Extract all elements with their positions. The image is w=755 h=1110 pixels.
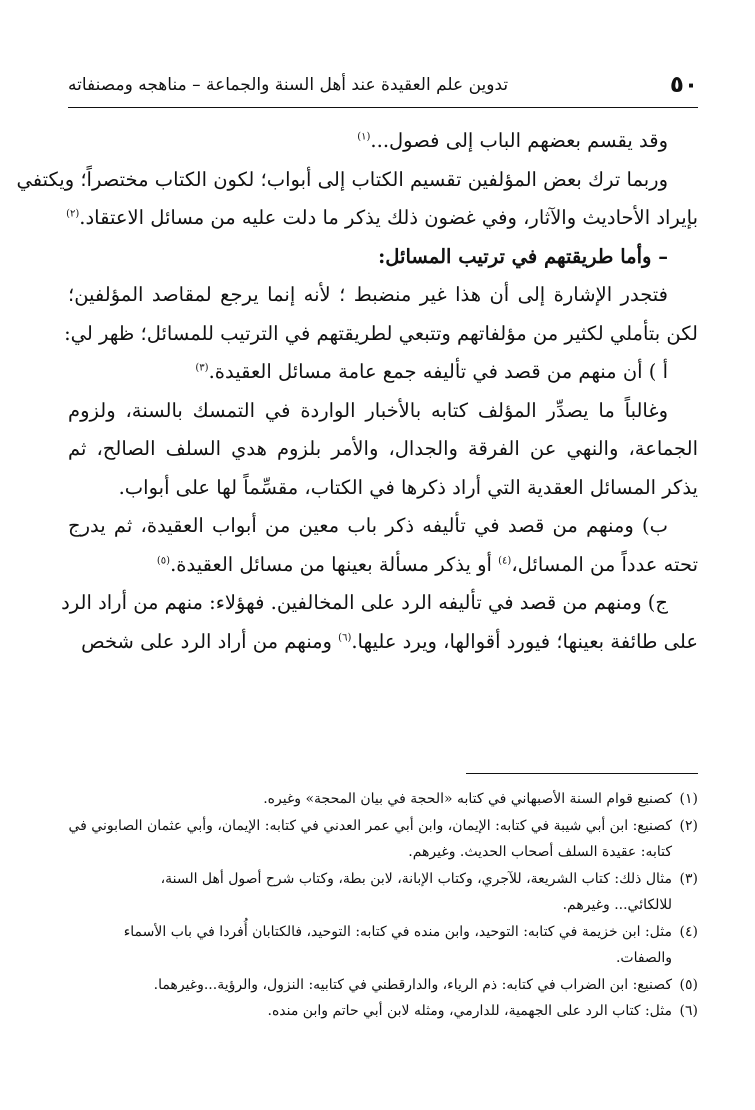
footnote: (٥)كصنيع: ابن الضراب في كتابه: ذم الرياء، والدارقطني في كتابيه: النزول، والرؤية...وغيرهما. — [68, 972, 698, 999]
footnote-continuation: للالكائي... وغيرهم. — [562, 897, 672, 913]
section-heading: – وأما طريقتهم في ترتيب المسائل: — [378, 244, 668, 268]
text-line: وغالباً ما يصدِّر المؤلف كتابه بالأخبار الواردة في التمسك بالسنة، ولزوم — [68, 398, 668, 422]
page-number: ٥٠ — [669, 72, 698, 98]
footnote: (١)كصنيع قوام السنة الأصبهاني في كتابه «الحجة في بيان المحجة» وغيره. — [68, 786, 698, 813]
footnote-number: (١) — [679, 791, 698, 807]
footnote-ref: (١) — [357, 131, 371, 143]
text-line: تحته عدداً من المسائل،$^{(٤)}$ أو يذكر مسألة بعينها من مسائل العقيدة.$^{(٥)}$ — [156, 552, 698, 576]
footnote: (٣)مثال ذلك: كتاب الشريعة، للآجري، وكتاب الإبانة، لابن بطة، وكتاب شرح أصول أهل السنة، — [68, 866, 698, 893]
footnote-separator — [466, 773, 698, 774]
text-line: على طائفة بعينها؛ فيورد أقوالها، ويرد عليها.$^{(٦)}$ ومنهم من أراد الرد على شخص — [81, 629, 698, 653]
text-line: وقد يقسم بعضهم الباب إلى فصول...$^{(١)}$ — [357, 129, 668, 152]
footnote-continuation: كتابه: عقيدة السلف أصحاب الحديث. وغيرهم. — [408, 844, 672, 860]
footnote: (٦)مثل: كتاب الرد على الجهمية، للدارمي، ومثله لابن أبي حاتم وابن منده. — [68, 998, 698, 1025]
footnote-ref: (٢) — [66, 208, 80, 220]
footnote-ref: (٤) — [498, 555, 512, 566]
text-line: فتجدر الإشارة إلى أن هذا غير منضبط ؛ لأنه إنما يرجع لمقاصد المؤلفين؛ — [68, 283, 668, 306]
footnote-number: (٤) — [679, 923, 698, 940]
text-line: وربما ترك بعض المؤلفين تقسيم الكتاب إلى أبواب؛ لكون الكتاب مختصراً؛ ويكتفي — [16, 167, 668, 191]
footnote-ref: (٥) — [156, 555, 171, 566]
footnote-number: (٢) — [679, 817, 698, 834]
text-line: يذكر المسائل العقدية التي أراد ذكرها في الكتاب، مقسِّماً لها على أبواب. — [118, 475, 698, 499]
text-line: الجماعة، والنهي عن الفرقة والجدال، والأمر بلزوم هدي السلف الصالح، ثم — [68, 437, 698, 460]
text-line: أ ) أن منهم من قصد في تأليفه جمع عامة مسائل العقيدة.$^{(٣)}$ — [195, 360, 668, 383]
header-rule — [68, 107, 698, 108]
page-header — [68, 70, 698, 104]
footnote-ref: (٣) — [195, 362, 209, 374]
text-line: لكن بتأملي لكثير من مؤلفاتهم وتتبعي لطريقتهم في الترتيب للمسائل؛ ظهر لي: — [64, 321, 698, 345]
text-line: ج) ومنهم من قصد في تأليفه الرد على المخالفين. فهؤلاء: منهم من أراد الرد — [61, 591, 668, 614]
running-title: تدوين علم العقيدة عند أهل السنة والجماعة – مناهجه ومصنفاته — [68, 75, 509, 95]
footnote-number: (٦) — [679, 1003, 698, 1019]
text-line: بإيراد الأحاديث والآثار، وفي غضون ذلك يذكر ما دلت عليه من مسائل الاعتقاد.$^{(٢)}$ — [66, 206, 698, 229]
footnote-continuation: والصفات. — [615, 950, 672, 966]
footnote-ref: (٦) — [338, 632, 352, 643]
footnote: (٢)كصنيع: ابن أبي شيبة في كتابه: الإيمان، وابن أبي عمر العدني في كتابه: الإيمان، وأبي عثمان الصابوني في — [68, 813, 698, 840]
main-text — [16, 122, 698, 661]
footnote-number: (٥) — [679, 976, 698, 993]
footnotes — [68, 786, 698, 1025]
text-line: ب) ومنهم من قصد في تأليفه ذكر باب معين من أبواب العقيدة، ثم يدرج — [68, 514, 668, 537]
footnote: (٤)مثل: ابن خزيمة في كتابه: التوحيد، وابن منده في كتابه: التوحيد، فالكتابان أُفردا في باب الأسماء — [68, 919, 698, 946]
footnote-number: (٣) — [679, 870, 698, 887]
